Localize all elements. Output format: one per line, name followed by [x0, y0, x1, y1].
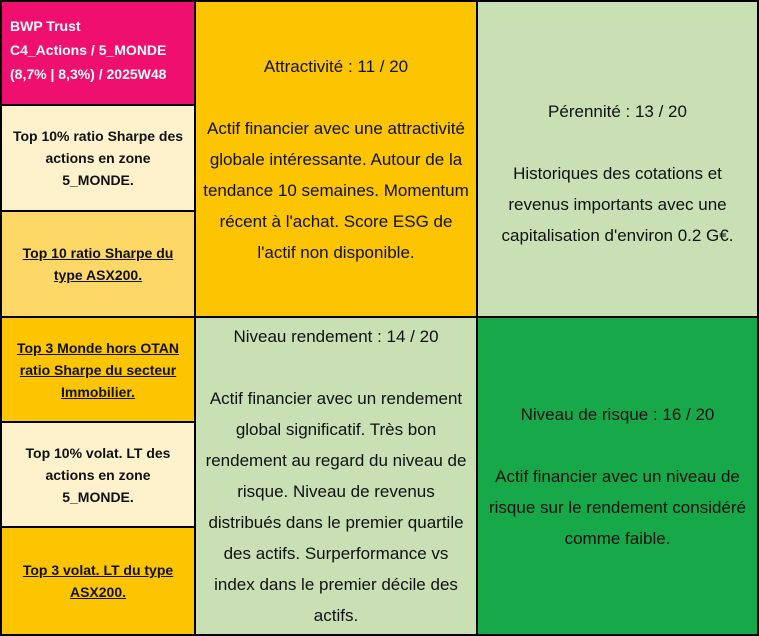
side-cell-sharpe-sector: [2, 318, 194, 421]
perennite-title: Pérennité : 13 / 20: [548, 101, 687, 121]
side-cell-volat-type: [2, 528, 194, 634]
perennite-body: Historiques des cotations et revenus importants avec une capitalisation d'environ 0.2 G€.: [501, 163, 734, 245]
rendement-body: Actif financier avec un rendement global significatif. Très bon rendement au regard du niveau de risque. Niveau de revenus distribués dans le premier quartile des actifs. Surperformance vs index dans le premier décile des actifs.: [205, 389, 467, 625]
rendement-cell: [196, 318, 476, 634]
side-cell-volat-zone: [2, 423, 194, 526]
risque-cell: [478, 318, 757, 634]
side-text-volat-zone: Top 10% volat. LT des actions en zone 5_MONDE.: [25, 444, 171, 505]
risque-title: Niveau de risque : 16 / 20: [520, 404, 715, 424]
side-cell-sharpe-type: [2, 212, 194, 316]
attractivite-cell: [196, 2, 476, 316]
header-cell: [2, 2, 194, 104]
fund-name: BWP Trust: [10, 18, 81, 34]
side-text-sharpe-type: Top 10 ratio Sharpe du type ASX200.: [22, 245, 174, 283]
side-cell-sharpe-zone: [2, 106, 194, 210]
attractivite-body: Actif financier avec une attractivité globale intéressante. Autour de la tendance 10 semaines. Momentum récent à l'achat. Score ESG de l'actif non disponible.: [203, 118, 469, 262]
side-text-volat-type: Top 3 volat. LT du type ASX200.: [22, 562, 174, 600]
fund-performance: (8,7% | 8,3%) / 2025W48: [10, 66, 167, 82]
rendement-title: Niveau rendement : 14 / 20: [233, 327, 439, 346]
fund-category: C4_Actions / 5_MONDE: [10, 42, 167, 58]
perennite-cell: [478, 2, 757, 316]
attractivite-title: Attractivité : 11 / 20: [263, 56, 409, 76]
risque-body: Actif financier avec un niveau de risque sur le rendement considéré comme faible.: [488, 466, 747, 548]
side-text-sharpe-sector: Top 3 Monde hors OTAN ratio Sharpe du secteur Immobilier.: [16, 339, 180, 400]
side-text-sharpe-zone: Top 10% ratio Sharpe des actions en zone 5_MONDE.: [12, 128, 184, 188]
